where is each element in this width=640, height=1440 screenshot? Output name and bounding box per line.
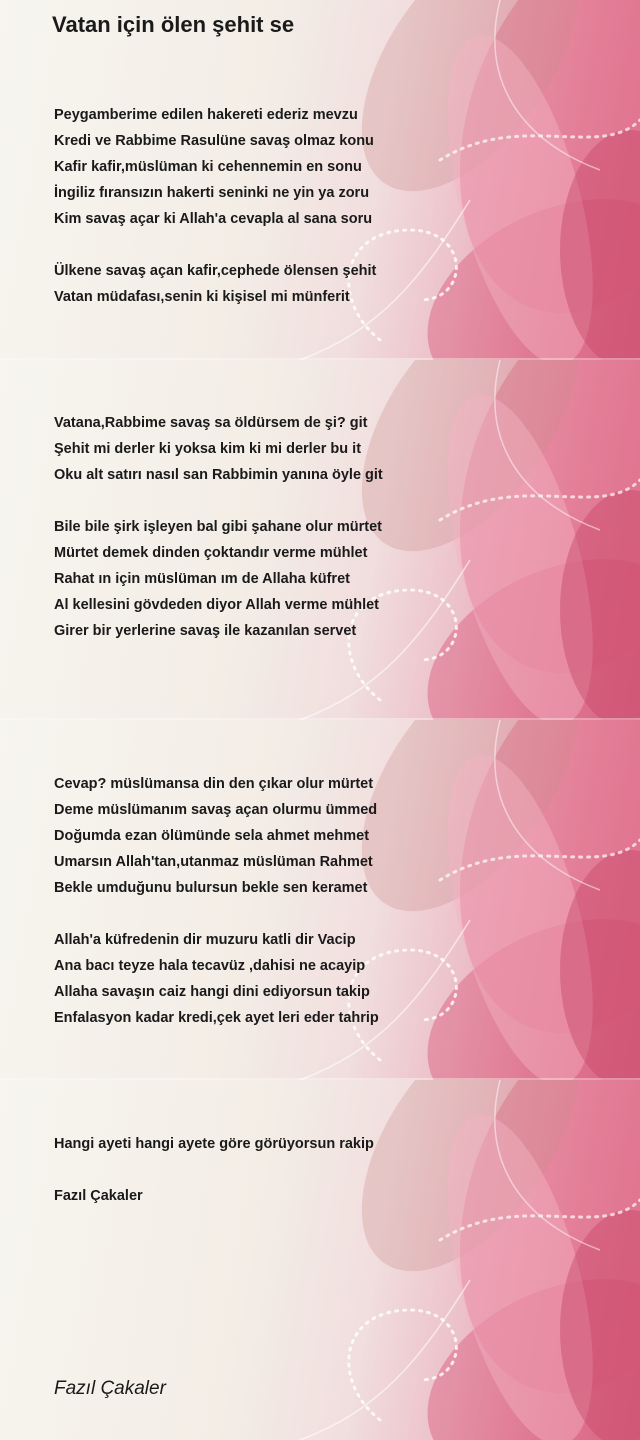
- poem-line: Bekle umduğunu bulursun bekle sen keramet: [54, 880, 368, 896]
- poem-line: Enfalasyon kadar kredi,çek ayet leri eder tahrip: [54, 1010, 379, 1026]
- poem-line: Umarsın Allah'tan,utanmaz müslüman Rahmet: [54, 854, 373, 870]
- poem-section: [54, 771, 379, 1031]
- poem-line: Peygamberime edilen hakereti ederiz mevzu: [54, 107, 358, 123]
- poem-line: Ana bacı teyze hala tecavüz ,dahisi ne acayip: [54, 958, 366, 974]
- poem-section: [54, 410, 383, 644]
- poem-line: Vatan müdafası,senin ki kişisel mi münferit: [54, 289, 350, 305]
- poem-line: Al kellesini gövdeden diyor Allah verme mühlet: [54, 597, 379, 613]
- poem-line: Doğumda ezan ölümünde sela ahmet mehmet: [54, 828, 370, 844]
- poem-line: Bile bile şirk işleyen bal gibi şahane olur mürtet: [54, 519, 382, 535]
- author-signature: Fazıl Çakaler: [54, 1378, 166, 1399]
- poem-line: Allah'a küfredenin dir muzuru katli dir Vacip: [54, 932, 356, 948]
- stanza-break: [54, 488, 383, 514]
- poem-line: Deme müslümanım savaş açan olurmu ümmed: [54, 802, 378, 818]
- stanza-break: [54, 901, 379, 927]
- poem-section: [54, 102, 376, 310]
- poem-line: Kim savaş açar ki Allah'a cevapla al sana soru: [54, 211, 373, 227]
- poem-line: Mürtet demek dinden çoktandır verme mühlet: [54, 545, 368, 561]
- poem-section: [54, 1131, 374, 1209]
- poem-line: Kredi ve Rabbime Rasulüne savaş olmaz konu: [54, 133, 374, 149]
- poem-line: Vatana,Rabbime savaş sa öldürsem de şi? git: [54, 415, 368, 431]
- poem-line: Kafir kafir,müslüman ki cehennemin en sonu: [54, 159, 362, 175]
- poem-line: İngiliz fıransızın hakerti seninki ne yin ya zoru: [54, 185, 370, 201]
- poem-byline: Fazıl Çakaler: [54, 1188, 143, 1204]
- poem-line: Allaha savaşın caiz hangi dini ediyorsun takip: [54, 984, 370, 1000]
- poem-line: Ülkene savaş açan kafir,cephede ölensen şehit: [54, 263, 377, 279]
- poem-title: Vatan için ölen şehit se: [52, 12, 295, 37]
- poem-line: Oku alt satırı nasıl san Rabbimin yanına öyle git: [54, 467, 383, 483]
- poem-line: Cevap? müslümansa din den çıkar olur mürtet: [54, 776, 374, 792]
- poem-line: Şehit mi derler ki yoksa kim ki mi derler bu it: [54, 441, 362, 457]
- stanza-break: [54, 1157, 374, 1183]
- poem-line: Rahat ın için müslüman ım de Allaha küfret: [54, 571, 350, 587]
- stanza-break: [54, 232, 376, 258]
- poem-line: Hangi ayeti hangi ayete göre görüyorsun rakip: [54, 1136, 374, 1152]
- poem-line: Girer bir yerlerine savaş ile kazanılan servet: [54, 623, 357, 639]
